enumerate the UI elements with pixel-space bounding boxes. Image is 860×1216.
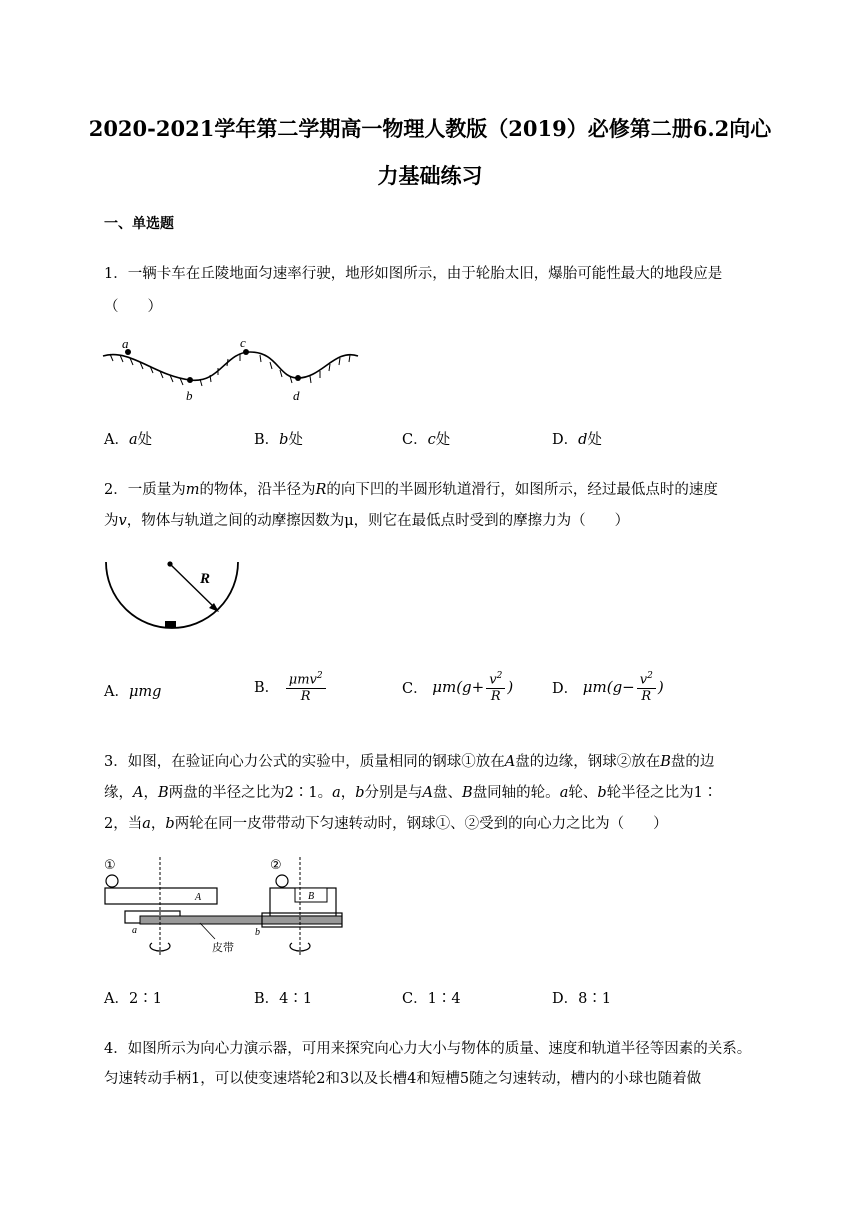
q3-option-c: C．1∶4: [402, 991, 461, 1007]
q3-option-d: D．8∶1: [552, 991, 612, 1007]
q4-text-line1: 4．如图所示为向心力演示器，可用来探究向心力大小与物体的质量、速度和轨道半径等因素的关系。: [104, 1041, 752, 1057]
q2-semicircle-figure: [100, 558, 245, 634]
q2-option-c: C． μm(g+ $\frac{v^2}{R}$ ): [402, 668, 513, 705]
q3-option-b: B．4∶1: [254, 991, 313, 1007]
wheel-a-label: a: [132, 925, 137, 936]
semicircle-track: [106, 562, 238, 628]
ball1-label: ①: [104, 858, 116, 873]
belt-label: 皮带: [212, 941, 234, 954]
q3-text-line3: 2，当a，b两轮在同一皮带带动下匀速转动时，钢球①、②受到的向心力之比为（ ）: [104, 816, 668, 832]
q2-option-b: B． $\frac{\mu mv^2}{R}$: [254, 668, 328, 705]
ball1: [106, 875, 118, 887]
q1-option-a: A．a处: [104, 432, 153, 448]
belt: [140, 916, 342, 924]
q1-option-b: B．b处: [254, 432, 303, 448]
q4-text-line2: 匀速转动手柄1，可以使变速塔轮2和3以及长槽4和短槽5随之匀速转动，槽内的小球也随着做: [104, 1071, 702, 1087]
q2-b-fraction: $\frac{\mu mv^2}{R}$: [286, 668, 326, 705]
section-heading: 一、单选题: [104, 216, 174, 232]
label-b: b: [186, 388, 193, 403]
q3-text-line1: 3．如图，在验证向心力公式的实验中，质量相同的钢球①放在A盘的边缘，钢球②放在B盘的边: [104, 754, 715, 770]
center-dot: [167, 561, 172, 566]
point-d-dot: [295, 375, 301, 381]
q2-text-line2: 为v，物体与轨道之间的动摩擦因数为μ，则它在最低点时受到的摩擦力为（ ）: [104, 513, 630, 529]
ball2-label: ②: [270, 858, 282, 873]
document-title-line2: 力基础练习: [377, 163, 483, 188]
terrain-hatching: [110, 354, 350, 386]
document-title-line1: 2020-2021学年第二学期高一物理人教版（2019）必修第二册6.2向心: [88, 116, 772, 141]
block-object: [165, 621, 176, 628]
q3-apparatus-figure: [100, 855, 360, 960]
disk-a-label: A: [195, 892, 202, 903]
q1-text-line1: 1．一辆卡车在丘陵地面匀速率行驶，地形如图所示，由于轮胎太旧，爆胎可能性最大的地段应是: [104, 266, 723, 282]
disk-b-label: B: [308, 891, 315, 902]
label-a: a: [122, 338, 129, 351]
q3-text-line2: 缘，A，B两盘的半径之比为2∶1。a，b分别是与A盘、B盘同轴的轮。a轮、b轮半径之比为1∶: [104, 785, 718, 801]
point-b-dot: [187, 377, 193, 383]
q2-text-line1: 2．一质量为m的物体，沿半径为R的向下凹的半圆形轨道滑行，如图所示，经过最低点时的速度: [104, 482, 718, 498]
ball2: [276, 875, 288, 887]
label-c: c: [240, 338, 246, 350]
q3-option-a: A．2∶1: [104, 991, 162, 1007]
wheel-b-label: b: [255, 927, 260, 938]
q1-terrain-figure: [100, 338, 365, 410]
belt-pointer: [200, 923, 215, 939]
q2-option-d: D． μm(g− $\frac{v^2}{R}$ ): [552, 668, 664, 705]
radius-label: R: [200, 571, 211, 587]
q1-option-d: D．d处: [552, 432, 602, 448]
q1-option-c: C．c处: [402, 432, 451, 448]
q1-text-line2: （ ）: [104, 299, 162, 315]
q2-option-a: A．μmg: [104, 684, 162, 700]
label-d: d: [293, 388, 300, 403]
